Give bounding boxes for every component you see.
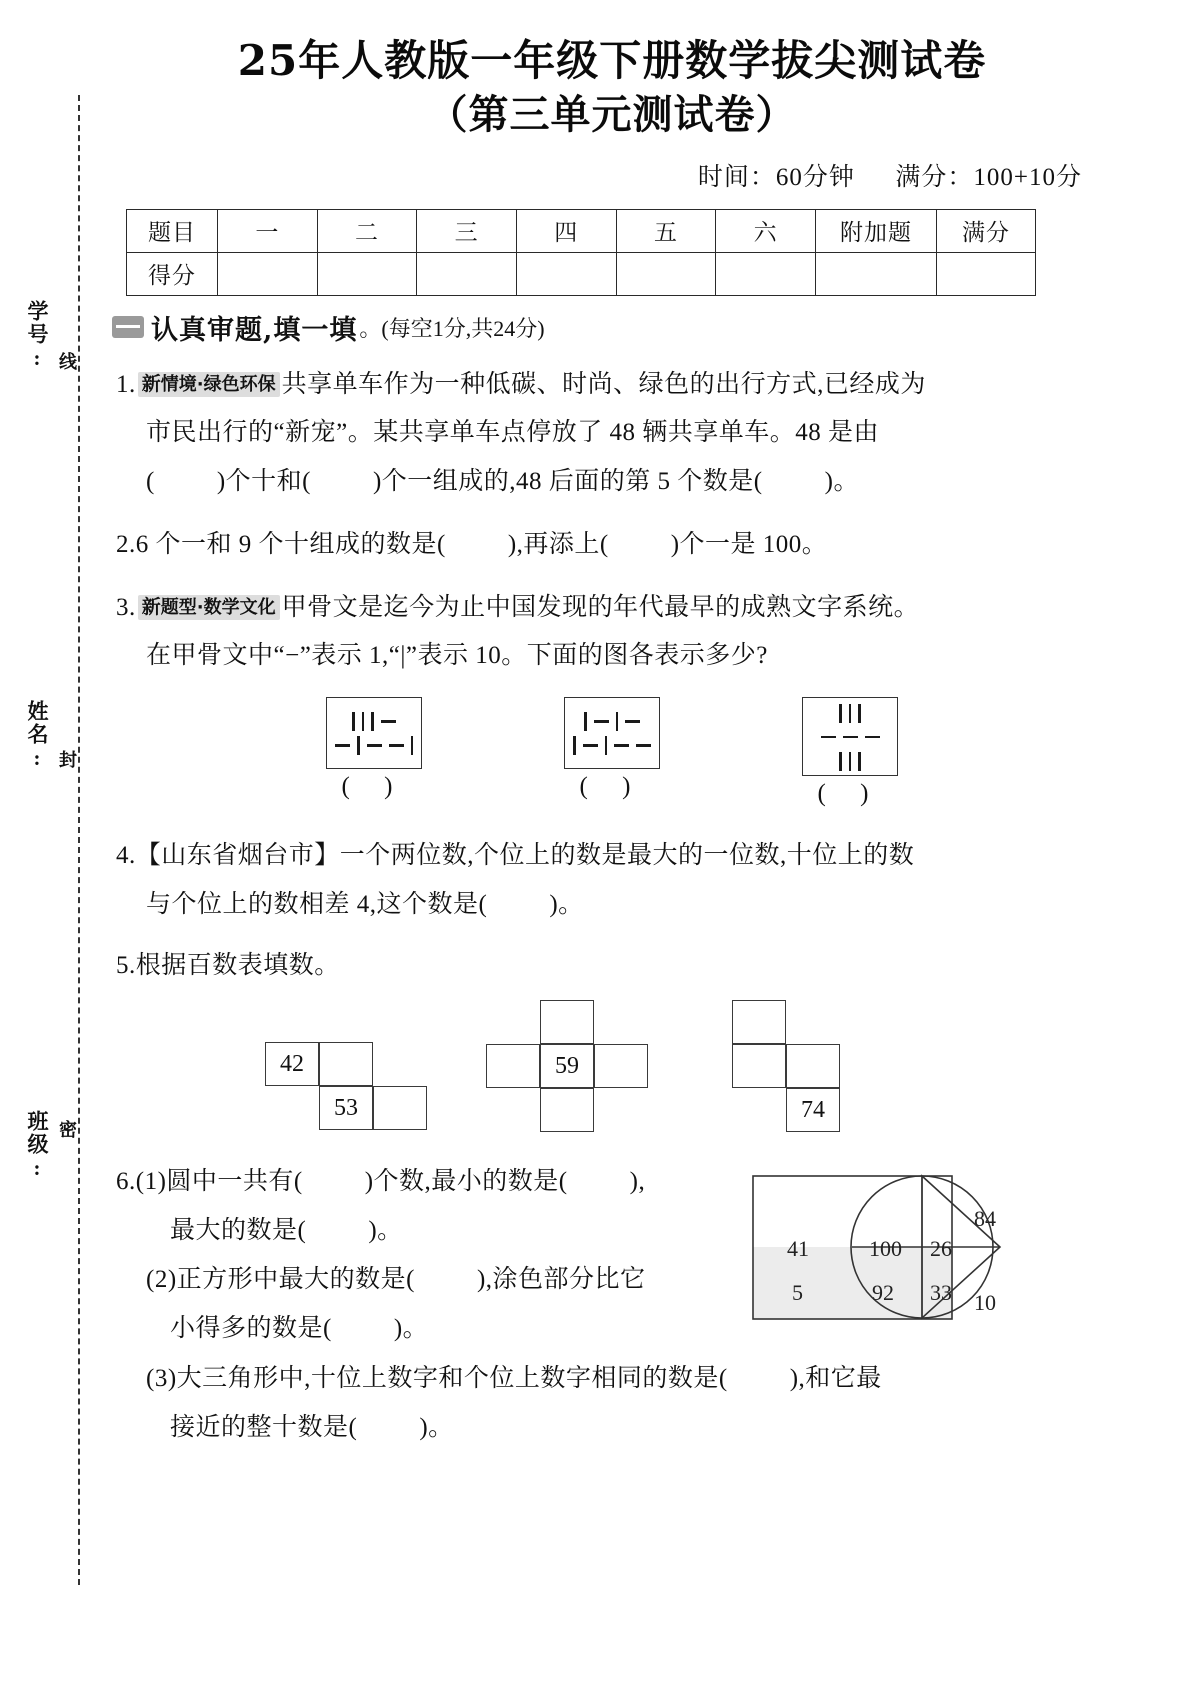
question-4-line-1	[116, 832, 1112, 881]
oracle-horizontal-stroke-icon	[367, 744, 382, 747]
question-1-tag-b: 情境·绿色环保	[160, 373, 276, 395]
score-cell-full[interactable]	[937, 252, 1036, 295]
dashed-fold-line	[78, 95, 80, 1585]
oracle-vertical-stroke-icon	[371, 712, 374, 731]
question-3	[116, 584, 1112, 682]
oracle-horizontal-stroke-icon	[865, 736, 880, 739]
q6-p3-c: 接近的整十数是(	[170, 1414, 358, 1442]
total-score: 满分：100+10分	[895, 163, 1082, 191]
exam-sheet	[112, 0, 1112, 1684]
score-cell-1[interactable]	[218, 252, 318, 295]
oracle-figure-1	[326, 697, 422, 808]
title-line-1: 25年人教版一年级下册数学拔尖测试卷	[237, 36, 987, 85]
question-3-text-1: 甲骨文是迄今为止中国发现的年代最早的成熟文字系统。	[281, 593, 920, 621]
puzzle-3-cell-blank-mid[interactable]	[732, 1044, 786, 1088]
oracle-horizontal-stroke-icon	[389, 744, 404, 747]
q6-p3-d: )。	[419, 1414, 454, 1442]
score-col-3: 三	[417, 209, 517, 252]
oracle-bone-figures	[112, 697, 1112, 808]
puzzle-3-cell-74: 74	[786, 1088, 840, 1132]
q4-text-a: 与个位上的数相差 4,这个数是(	[146, 890, 488, 918]
q6-p2-a: (2)正方形中最大的数是(	[146, 1265, 415, 1293]
question-6-line-2	[116, 1207, 756, 1256]
score-table-value-row	[127, 252, 1036, 295]
oracle-row-3-3	[809, 751, 891, 771]
question-1	[116, 361, 1112, 507]
oracle-row-1-2	[333, 736, 415, 756]
q6-p2-c: 小得多的数是(	[170, 1314, 332, 1342]
puzzle-2-cell-blank-top[interactable]	[540, 1000, 594, 1044]
score-col-6: 六	[716, 209, 816, 252]
figure-number-26: 26	[930, 1236, 952, 1261]
oracle-vertical-stroke-icon	[858, 704, 861, 723]
score-row-label-title: 题目	[127, 209, 218, 252]
question-5-number: 5.	[116, 951, 136, 979]
q6-p3-b: ),和它最	[789, 1365, 882, 1393]
oracle-horizontal-stroke-icon	[821, 736, 836, 739]
oracle-vertical-stroke-icon	[616, 712, 619, 731]
score-cell-extra[interactable]	[816, 252, 937, 295]
score-cell-4[interactable]	[516, 252, 616, 295]
oracle-horizontal-stroke-icon	[594, 720, 609, 723]
section-one-heading	[112, 308, 1112, 347]
class-label: 班级:	[25, 1110, 49, 1182]
question-1-tag	[138, 372, 280, 398]
question-5-line-1	[116, 942, 1112, 991]
oracle-figure-3	[802, 697, 898, 808]
question-2-number: 2.	[116, 530, 136, 558]
question-6	[116, 1158, 756, 1353]
time-limit: 时间：60分钟	[697, 163, 855, 191]
question-4-text-1: 一个两位数,个位上的数是最大的一位数,十位上的数	[339, 842, 915, 870]
q1-blank-c-open: )个一组成的,48 后面的第 5 个数是(	[372, 468, 763, 496]
q6-p1-c: ),	[629, 1168, 646, 1196]
puzzle-2-cell-blank-right[interactable]	[594, 1044, 648, 1088]
q2-text-b: ),再添上(	[507, 530, 609, 558]
q2-text-c: )个一是 100。	[670, 530, 828, 558]
section-marker-icon	[112, 316, 144, 338]
oracle-box-3	[802, 697, 898, 776]
score-col-2: 二	[317, 209, 417, 252]
score-cell-2[interactable]	[317, 252, 417, 295]
oracle-vertical-stroke-icon	[605, 736, 608, 755]
score-col-1: 一	[218, 209, 318, 252]
q6-p3-a: (3)大三角形中,十位上数字和个位上数字相同的数是(	[146, 1365, 728, 1393]
question-4-number: 4.	[116, 842, 136, 870]
q6-p2-d: )。	[393, 1314, 429, 1342]
left-margin-strip	[0, 0, 112, 1684]
q1-blank-a-open: (	[146, 468, 155, 496]
name-label: 姓名:	[25, 700, 49, 772]
score-col-5: 五	[616, 209, 716, 252]
seal-label: 封	[57, 750, 77, 770]
puzzle-1-cell-blank-a[interactable]	[319, 1042, 373, 1086]
oracle-vertical-stroke-icon	[573, 736, 576, 755]
question-6-line-5	[116, 1355, 1116, 1404]
question-4	[116, 832, 1112, 930]
score-col-full: 满分	[937, 209, 1036, 252]
question-5-text: 根据百数表填数。	[135, 951, 340, 979]
score-col-4: 四	[516, 209, 616, 252]
mi-label: 密	[57, 1120, 77, 1140]
question-1-text-1: 共享单车作为一种低碳、时尚、绿色的出行方式,已经成为	[281, 370, 926, 398]
puzzle-2-cell-blank-left[interactable]	[486, 1044, 540, 1088]
oracle-vertical-stroke-icon	[839, 704, 842, 723]
question-3-line-2: 在甲骨文中“−”表示 1,“|”表示 10。下面的图各表示多少?	[146, 642, 768, 670]
question-2	[116, 521, 1112, 570]
oracle-row-2-1	[571, 712, 653, 732]
score-cell-5[interactable]	[616, 252, 716, 295]
q6-p1-d: 最大的数是(	[170, 1217, 307, 1245]
oracle-horizontal-stroke-icon	[636, 744, 651, 747]
figure-number-84: 84	[974, 1206, 996, 1231]
oracle-figure-2	[564, 697, 660, 808]
oracle-vertical-stroke-icon	[858, 752, 861, 771]
score-col-extra: 附加题	[816, 209, 937, 252]
section-one-note: 。(每空1分,共24分)	[359, 315, 545, 341]
puzzle-2-cell-blank-bottom[interactable]	[540, 1088, 594, 1132]
oracle-horizontal-stroke-icon	[843, 736, 858, 739]
oracle-vertical-stroke-icon	[584, 712, 587, 731]
q6-p1-e: )。	[368, 1217, 403, 1245]
oracle-vertical-stroke-icon	[849, 704, 852, 723]
figure-number-100: 100	[869, 1236, 902, 1261]
score-cell-6[interactable]	[716, 252, 816, 295]
q4-text-b: )。	[549, 890, 584, 918]
question-6-line-6	[116, 1404, 1116, 1453]
oracle-horizontal-stroke-icon	[625, 720, 640, 723]
question-1-number: 1.	[116, 370, 136, 398]
venn-figure-svg	[752, 1160, 1012, 1335]
oracle-horizontal-stroke-icon	[381, 720, 396, 723]
question-6-figure	[752, 1160, 1012, 1340]
oracle-box-1	[326, 697, 422, 769]
q6-p1-b: )个数,最小的数是(	[364, 1168, 568, 1196]
question-3-line-1	[116, 584, 1112, 633]
question-1-line-1	[116, 361, 1112, 410]
question-6-line-3	[116, 1256, 756, 1305]
question-1-line-2: 市民出行的“新宠”。某共享单车点停放了 48 辆共享单车。48 是由	[146, 419, 879, 447]
question-3-number: 3.	[116, 593, 136, 621]
q6-p2-b: ),涂色部分比它	[476, 1265, 646, 1293]
question-1-tag-a: 新	[141, 372, 161, 395]
figure-number-33: 33	[930, 1280, 952, 1305]
oracle-row-1-1	[333, 712, 415, 732]
oracle-vertical-stroke-icon	[839, 752, 842, 771]
score-row-label-score: 得分	[127, 252, 218, 295]
question-2-line-1	[116, 521, 1112, 570]
question-6-line-4	[116, 1305, 756, 1354]
figure-number-5: 5	[792, 1280, 803, 1305]
line-label: 线	[57, 352, 77, 372]
score-table	[126, 209, 1036, 296]
figure-number-41: 41	[787, 1236, 809, 1261]
title-line-2: （第三单元测试卷）	[427, 90, 797, 138]
puzzle-2-cell-59: 59	[540, 1044, 594, 1088]
question-5	[116, 942, 1112, 991]
oracle-vertical-stroke-icon	[357, 736, 360, 755]
score-table-header-row	[127, 209, 1036, 252]
question-3-tag-b: 题型·数学文化	[160, 596, 276, 618]
oracle-answer-3[interactable]: ( )	[817, 780, 883, 808]
oracle-vertical-stroke-icon	[362, 712, 365, 731]
oracle-box-2	[564, 697, 660, 769]
figure-number-92: 92	[872, 1280, 894, 1305]
q1-blank-b-open: )个十和(	[216, 468, 311, 496]
oracle-row-2-2	[571, 736, 653, 756]
puzzle-1-cell-blank-b[interactable]	[373, 1086, 427, 1130]
puzzle-3-cell-blank-top[interactable]	[732, 1000, 786, 1044]
hundred-chart-puzzles	[112, 1000, 1112, 1140]
exam-meta	[112, 157, 1082, 193]
q1-blank-close: )。	[824, 468, 859, 496]
oracle-row-3-2	[809, 727, 891, 747]
oracle-horizontal-stroke-icon	[583, 744, 598, 747]
puzzle-1-cell-42: 42	[265, 1042, 319, 1086]
student-id-label: 学号:	[25, 300, 49, 372]
oracle-vertical-stroke-icon	[352, 712, 355, 731]
page-title	[112, 34, 1112, 141]
question-3-tag	[138, 595, 280, 621]
question-3-tag-a: 新	[141, 595, 161, 618]
oracle-horizontal-stroke-icon	[614, 744, 629, 747]
oracle-answer-1[interactable]: ( )	[341, 773, 407, 801]
score-cell-3[interactable]	[417, 252, 517, 295]
question-6-part-3	[116, 1355, 1116, 1453]
oracle-answer-2[interactable]: ( )	[579, 773, 645, 801]
oracle-vertical-stroke-icon	[411, 736, 414, 755]
oracle-row-3-1	[809, 703, 891, 723]
question-4-region-tag: 【山东省烟台市】	[135, 842, 340, 870]
question-6-line-1	[116, 1158, 756, 1207]
q2-text-a: 6 个一和 9 个十组成的数是(	[135, 530, 446, 558]
puzzle-3-cell-blank-right[interactable]	[786, 1044, 840, 1088]
question-4-line-2	[116, 881, 1112, 930]
puzzle-1-cell-53: 53	[319, 1086, 373, 1130]
oracle-vertical-stroke-icon	[849, 752, 852, 771]
question-1-line-3	[116, 458, 1112, 507]
question-6-number: 6.	[116, 1168, 136, 1196]
figure-number-10: 10	[974, 1290, 996, 1315]
q6-p1-a: (1)圆中一共有(	[135, 1168, 303, 1196]
oracle-horizontal-stroke-icon	[335, 744, 350, 747]
section-one-title: 认真审题,填一填	[151, 314, 358, 346]
